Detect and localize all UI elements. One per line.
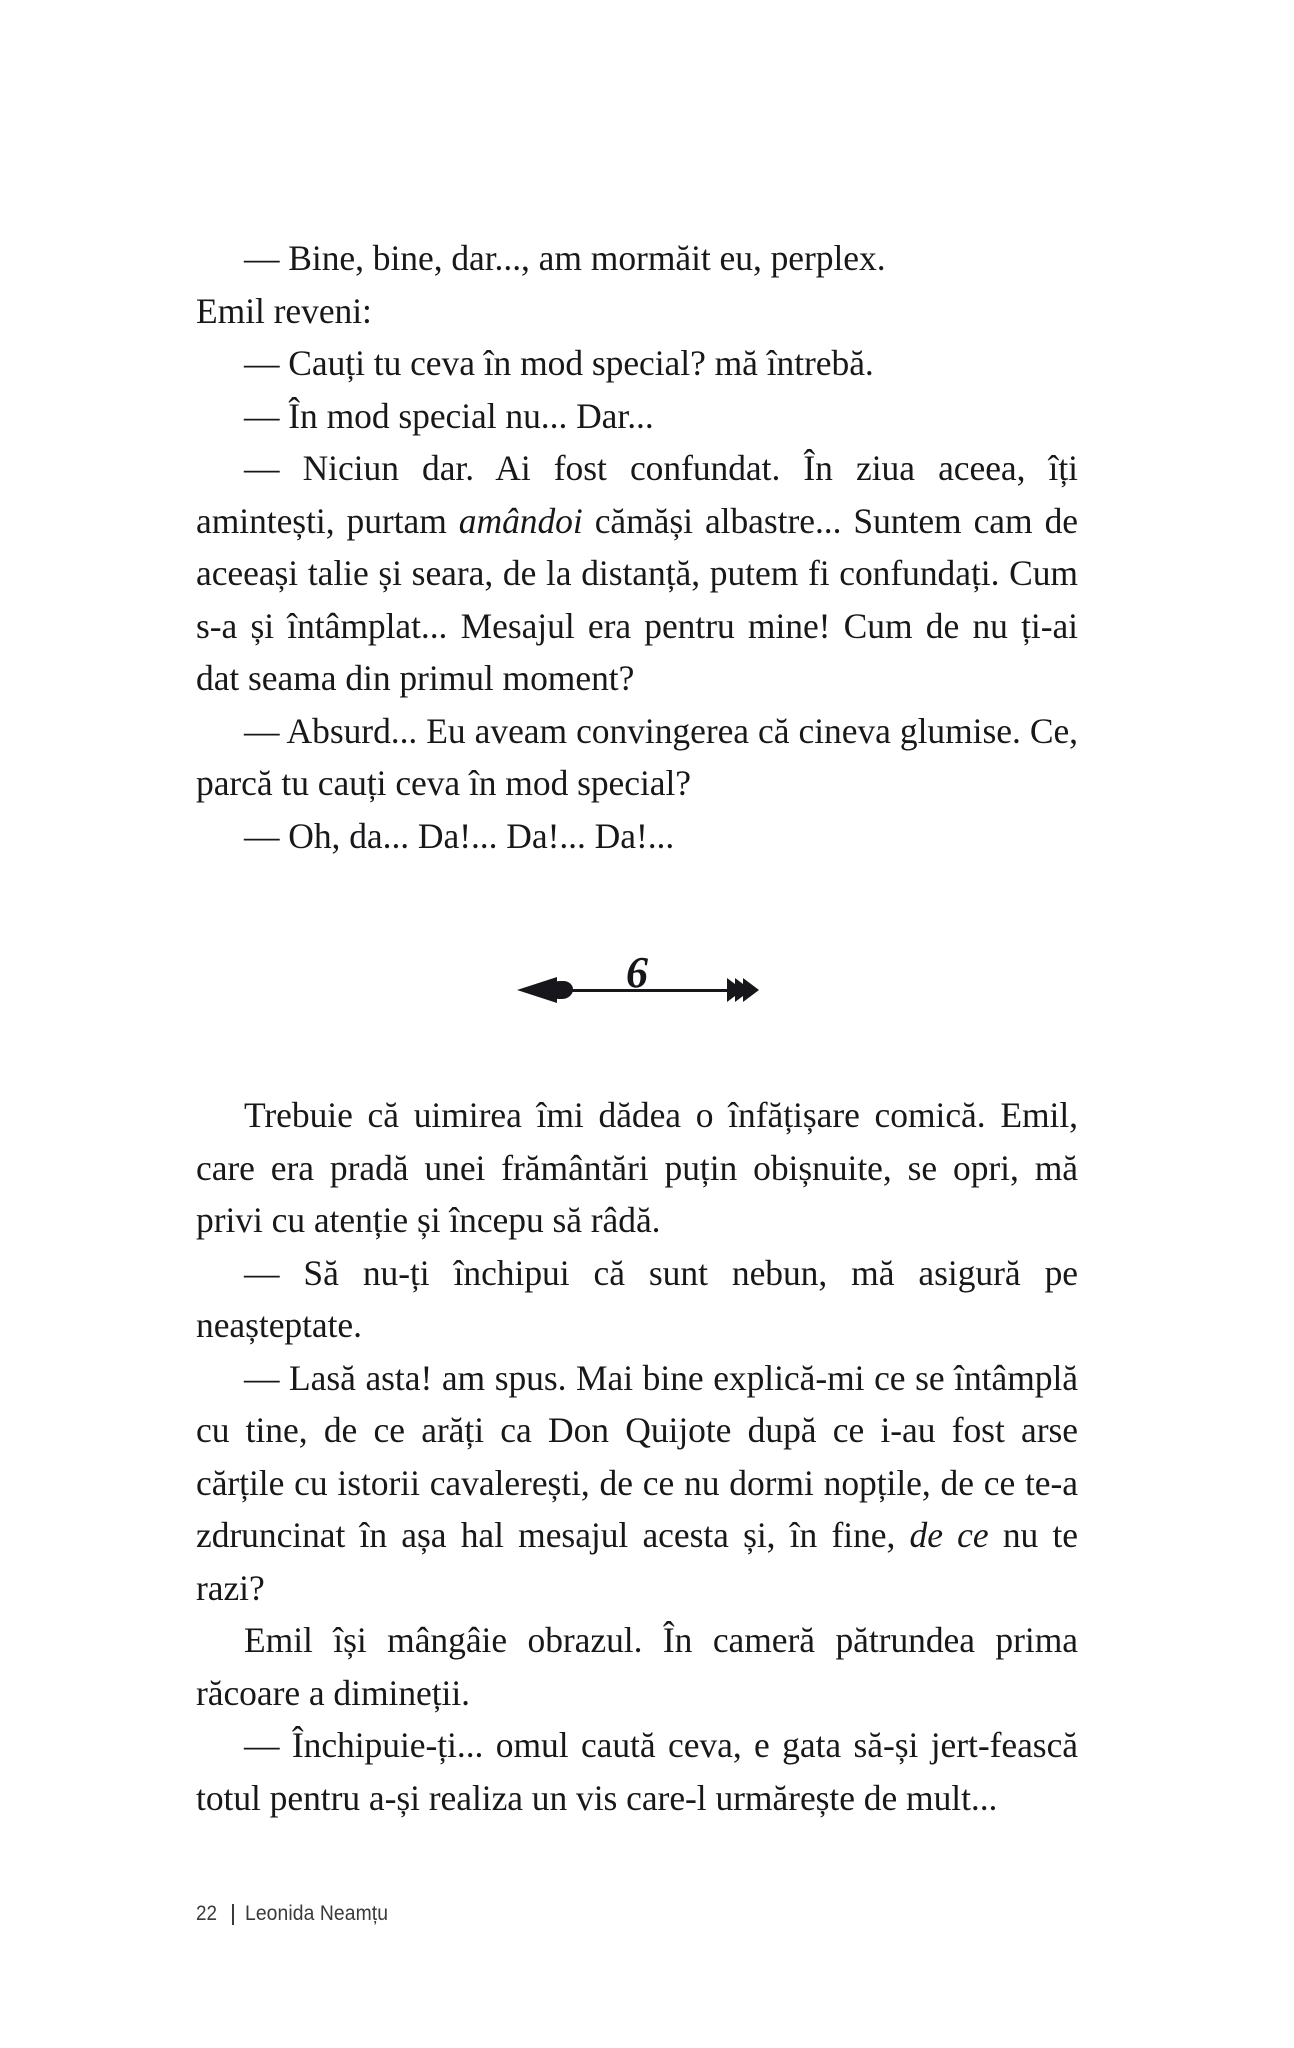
footer-page-number: 22: [196, 1902, 218, 1925]
arrow-fletching-icon: [727, 978, 757, 1003]
paragraph-8: Trebuie că uimirea îmi dădea o înfățișare comică. Emil, care era pradă unei frământări puțin obișnuite, se opri, mă privi cu atenție și începu să râdă.: [196, 1095, 1078, 1240]
paragraph-4: — În mod special nu... Dar...: [244, 395, 654, 436]
paragraph-5-emphasis: amândoi: [458, 500, 583, 541]
paragraph-6: — Absurd... Eu aveam convingerea că cineva glumise. Ce, parcă tu cauți ceva în mod special?: [196, 710, 1078, 803]
paragraph-12: — Închipuie-ți... omul caută ceva, e gata să-și jert-fească totul pentru a-și realiza un vis care-l urmărește de mult...: [196, 1725, 1078, 1818]
text-column: [196, 232, 1078, 1824]
section-number: 6: [626, 948, 648, 997]
section-divider-ornament: [196, 917, 1078, 1037]
paragraph-10-part-b: nu te razi?: [196, 1515, 1078, 1608]
section-spacer-top: [196, 862, 1078, 917]
paragraph-10-part-a: — Lasă asta! am spus. Mai bine explică-mi ce se întâmplă cu tine, de ce arăți ca Don Quijote după ce i-au fost arse cărțile cu istorii cavalerești, de ce nu dormi nopțile, de ce te-a zdruncinat în așa hal mesajul acesta și, în fine,: [196, 1357, 1078, 1555]
paragraph-10: [196, 1352, 1078, 1615]
paragraph-11: Emil își mângâie obrazul. În cameră pătrundea prima răcoare a dimineții.: [196, 1620, 1078, 1713]
paragraph-9: — Să nu-ți închipui că sunt nebun, mă asigură pe neașteptate.: [196, 1252, 1078, 1345]
ornament-inner: [517, 948, 757, 1019]
footer-separator: [232, 1904, 234, 1925]
page-footer: [196, 1902, 401, 1926]
footer-author-name: Leonida Neamțu: [245, 1902, 389, 1925]
paragraph-3: — Cauți tu ceva în mod special? mă întrebă.: [244, 343, 874, 383]
paragraph-1: — Bine, bine, dar..., am mormăit eu, perplex.: [244, 238, 886, 278]
paragraph-2: Emil reveni:: [196, 290, 372, 331]
paragraph-5-part-a: — Niciun dar. Ai fost confundat. În ziua aceea, îți amintești, purtam: [196, 448, 1078, 541]
section-spacer-bottom: [196, 1037, 1078, 1089]
spear-body-icon: [546, 981, 573, 999]
fletching-blade-3: [743, 978, 759, 1002]
paragraph-10-emphasis: de ce: [909, 1515, 989, 1555]
paragraph-5-part-b: cămăși albastre... Suntem cam de aceeași talie și seara, de la distanță, putem fi confundați. Cum s-a și întâmplat... Mesajul era pentru mine! Cum de nu ți-ai dat seama din primul moment?: [196, 500, 1078, 698]
paragraph-5: [196, 442, 1078, 705]
paragraph-7: — Oh, da... Da!... Da!... Da!...: [244, 815, 675, 856]
